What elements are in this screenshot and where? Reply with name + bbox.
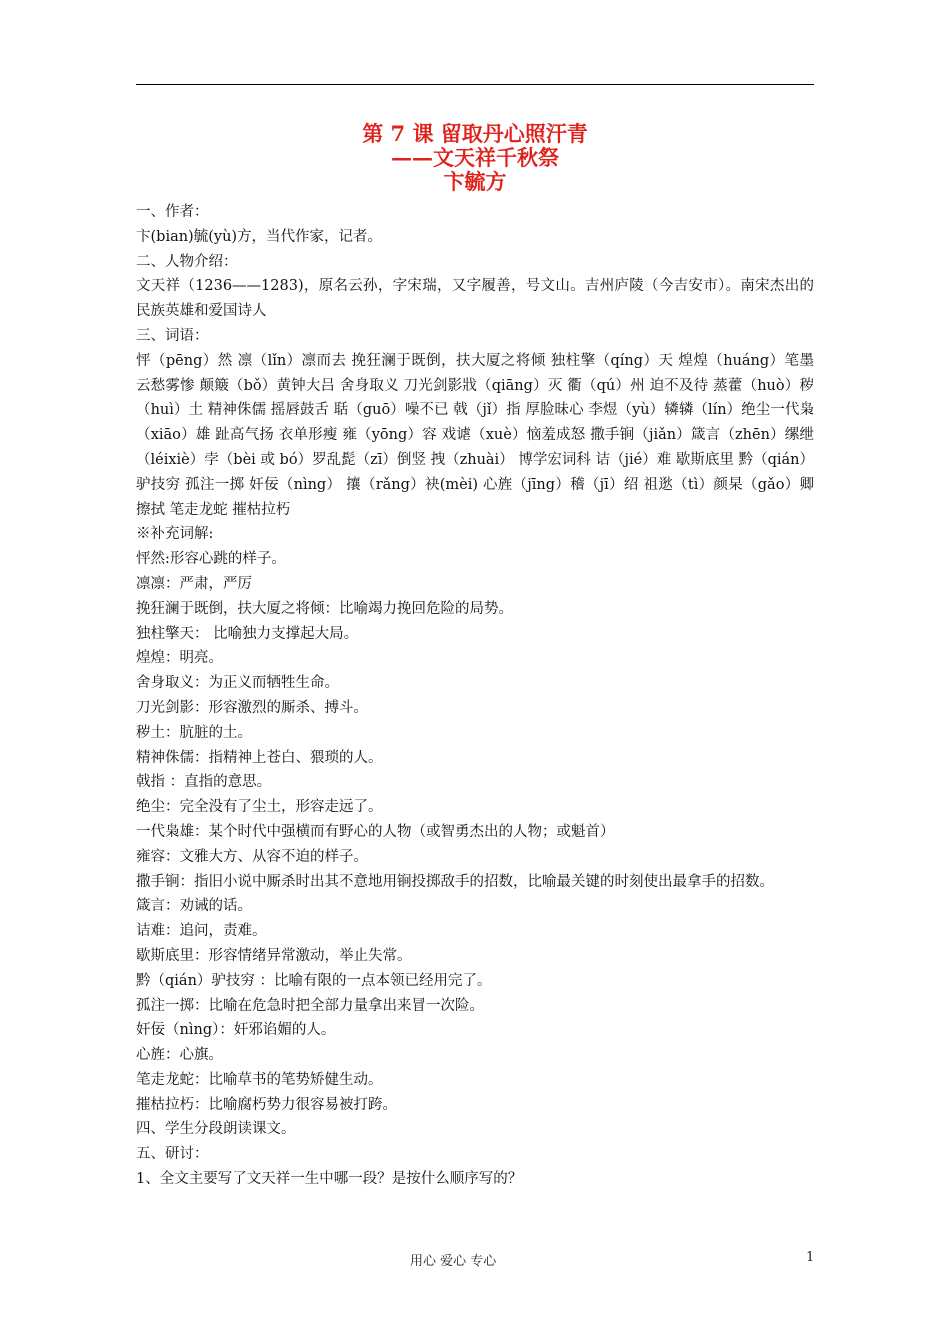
paragraph-person: 文天祥（1236——1283)，原名云孙，字宋瑞，又字履善，号文山。吉州庐陵（今吉安市）。南宋杰出的民族英雄和爱国诗人 — [136, 278, 814, 320]
supplement-heading: ※补充词解: — [136, 526, 214, 543]
section-heading-discussion: 五、研讨： — [136, 1146, 209, 1163]
definition-line: 摧枯拉朽：比喻腐朽势力很容易被打跨。 — [136, 1096, 397, 1113]
definition-line: 奸佞（nìng）：奸邪谄媚的人。 — [136, 1022, 336, 1039]
definition-line: 笔走龙蛇：比喻草书的笔势矫健生动。 — [136, 1071, 383, 1088]
definition-line: 箴言：劝诫的话。 — [136, 898, 252, 915]
definition-line: 挽狂澜于既倒，扶大厦之将倾：比喻竭力挽回危险的局势。 — [136, 600, 513, 617]
lesson-subtitle: ——文天祥千秋祭 — [391, 145, 559, 170]
definition-line: 歇斯底里：形容情绪异常激动，举止失常。 — [136, 947, 412, 964]
definition-line: 舍身取义：为正义而牺牲生命。 — [136, 675, 339, 692]
lesson-title: 第 7 课 留取丹心照汗青 — [362, 121, 588, 146]
definition-line: 戟指 ：直指的意思。 — [136, 774, 272, 791]
definition-line: 煌煌：明亮。 — [136, 650, 223, 667]
section-heading-person: 二、人物介绍： — [136, 253, 238, 270]
definition-line: 怦然:形容心跳的样子。 — [136, 551, 286, 568]
definition-line: 精神侏儒：指精神上苍白、猥琐的人。 — [136, 749, 383, 766]
discussion-question: 1、全文主要写了文天祥一生中哪一段？是按什么顺序写的？ — [136, 1171, 523, 1188]
definition-line: 秽土：肮脏的土。 — [136, 724, 252, 741]
definition-line: 心旌：心旗。 — [136, 1047, 223, 1064]
section-heading-reading: 四、学生分段朗读课文。 — [136, 1121, 296, 1138]
document-body — [136, 200, 814, 1192]
definition-line: 雍容：文雅大方、从容不迫的样子。 — [136, 848, 368, 865]
definition-line: 一代枭雄：某个时代中强横而有野心的人物（或智勇杰出的人物；或魁首） — [136, 823, 615, 840]
section-heading-vocab: 三、词语： — [136, 327, 209, 344]
section-heading-author: 一、作者： — [136, 204, 209, 220]
definition-line: 凛凛：严肃，严厉 — [136, 575, 252, 592]
header-rule — [136, 84, 814, 85]
definition-line: 诘难：追问，责难。 — [136, 923, 267, 940]
definition-line: 孤注一掷：比喻在危急时把全部力量拿出来冒一次险。 — [136, 997, 484, 1014]
definition-line: 独柱擎天： 比喻独力支撑起大局。 — [136, 625, 359, 642]
paragraph-vocab-list: 怦（pēng）然 凛（lǐn）凛而去 挽狂澜于既倒，扶大厦之将倾 独柱擎（qíng）天 煌煌（huáng）笔墨 云愁雾惨 颠簸（bǒ）黄钟大吕 舍身取义 刀光剑影戕（qiāng）灭 衢（qú）州 迫不及待 蒸藿（huò）秽（huì）土 精神侏儒 摇唇鼓舌 聒（guō）噪不已 戟（jǐ）指 厚脸昧心 李煜（yù）辚辚（lín）绝尘一代枭（xiāo）雄 趾高气扬 衣单形瘦 雍（yōng）容 戏谑（xuè）恼羞成怒 撒手锏（jiǎn）箴言（zhēn）缧绁（léixiè）孛（bèi 或 bó）罗乱髭（zī）倒竖 拽（zhuài） 博学宏词科 诘（jié）难 歇斯底里 黔（qián）驴技穷 孤注一掷 奸佞（nìng） 攘（rǎng）袂(mèi) 心旌（jīng）稽（jī）绍 祖逖（tì）颜杲（gǎo）卿 擦拭 笔走龙蛇 摧枯拉朽 — [136, 352, 814, 518]
definition-line: 绝尘：完全没有了尘土，形容走远了。 — [136, 799, 383, 816]
page-number: 1 — [806, 1250, 815, 1265]
definition-line: 撒手锏：指旧小说中厮杀时出其不意地用锏投掷敌手的招数，比喻最关键的时刻使出最拿手的招数。 — [136, 873, 774, 890]
footer-motto: 用心 爱心 专心 — [410, 1254, 497, 1269]
paragraph-author: 卞(bian)毓(yù)方，当代作家，记者。 — [136, 228, 383, 245]
definition-line: 黔（qián）驴技穷 ：比喻有限的一点本领已经用完了。 — [136, 972, 492, 989]
title-block — [136, 122, 814, 194]
author-name: 卞毓方 — [443, 169, 507, 194]
definition-line: 刀光剑影：形容激烈的厮杀、搏斗。 — [136, 699, 368, 716]
